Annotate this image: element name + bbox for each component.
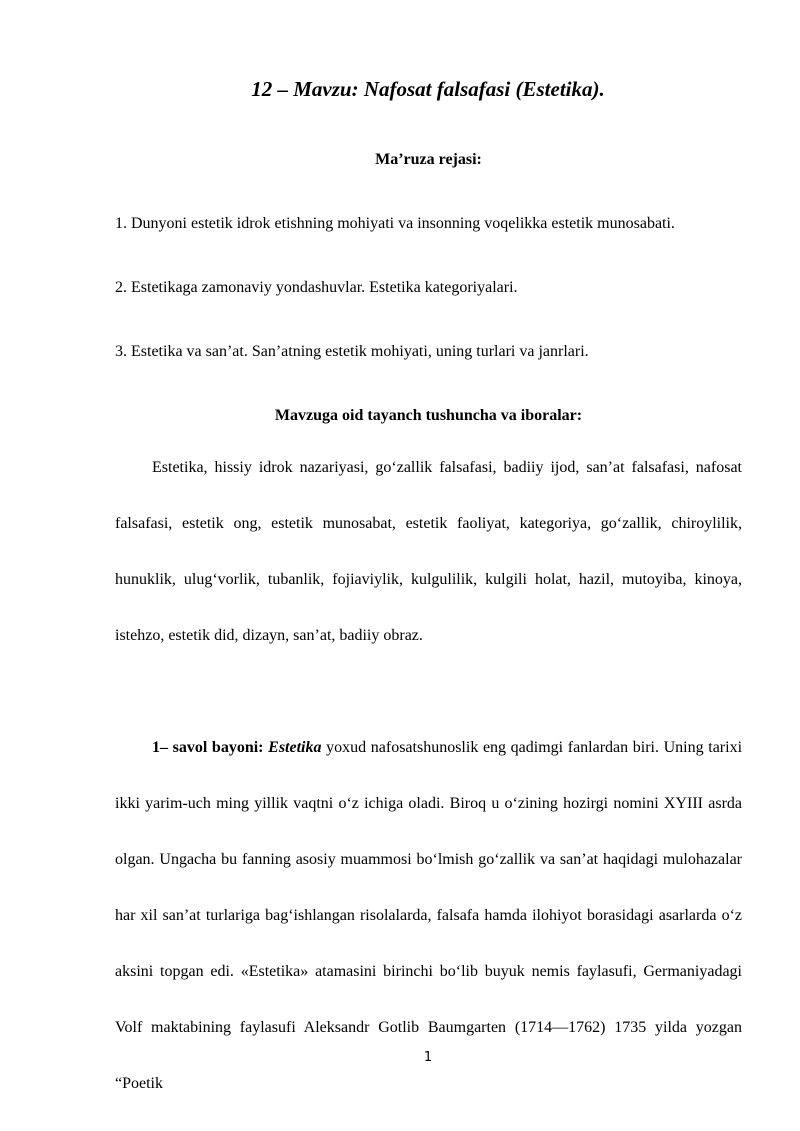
- plan-item-2: 2. Estetikaga zamonaviy yondashuvlar. Estetika kategoriyalari.: [115, 279, 518, 296]
- question-1-label: 1– savol bayoni:: [152, 739, 264, 756]
- key-terms-heading: Mavzuga oid tayanch tushuncha va iboralar:: [274, 407, 583, 424]
- key-terms-paragraph: Estetika, hissiy idrok nazariyasi, go‘zallik falsafasi, badiiy ijod, san’at falsafasi, nafosat falsafasi, estetik ong, estetik munosabat, estetik faoliyat, kategoriya, go‘zallik, chiroylilik, hunuklik, ulug‘vorlik, tubanlik, fojiaviylik, kulgulilik, kulgili holat, hazil, mutoyiba, kinoya, istehzo, estetik did, dizayn, san’at, badiiy obraz.: [115, 459, 742, 644]
- page-title: 12 – Mavzu: Nafosat falsafasi (Estetika).: [251, 77, 605, 101]
- question-1-term: Estetika: [268, 739, 322, 756]
- lecture-plan-heading: Ma’ruza rejasi:: [375, 151, 482, 168]
- page-number: 1: [423, 1050, 433, 1065]
- plan-item-3: 3. Estetika va san’at. San’atning estetik mohiyati, uning turlari va janrlari.: [115, 343, 589, 360]
- plan-item-1: 1. Dunyoni estetik idrok etishning mohiyati va insonning voqelikka estetik munosabati.: [115, 215, 675, 232]
- question-1-text: yoxud nafosatshunoslik eng qadimgi fanlardan biri. Uning tarixi ikki yarim-uch ming yillik vaqtni o‘z ichiga oladi. Biroq u o‘zining hozirgi nomini XYIII asrda olgan. Ungacha bu fanning asosiy muammosi bo‘lmish go‘zallik va san’at haqidagi mulohazalar har xil san’at turlariga bag‘ishlangan risolalarda, falsafa hamda ilohiyot borasidagi asarlarda o‘z aksini topgan edi. «Estetika» atamasini birinchi bo‘lib buyuk nemis faylasufi, Germaniyadagi Volf maktabining faylasufi Aleksandr Gotlib Baumgarten (1714—1762) 1735 yilda yozgan “Poetik: [115, 739, 743, 1092]
